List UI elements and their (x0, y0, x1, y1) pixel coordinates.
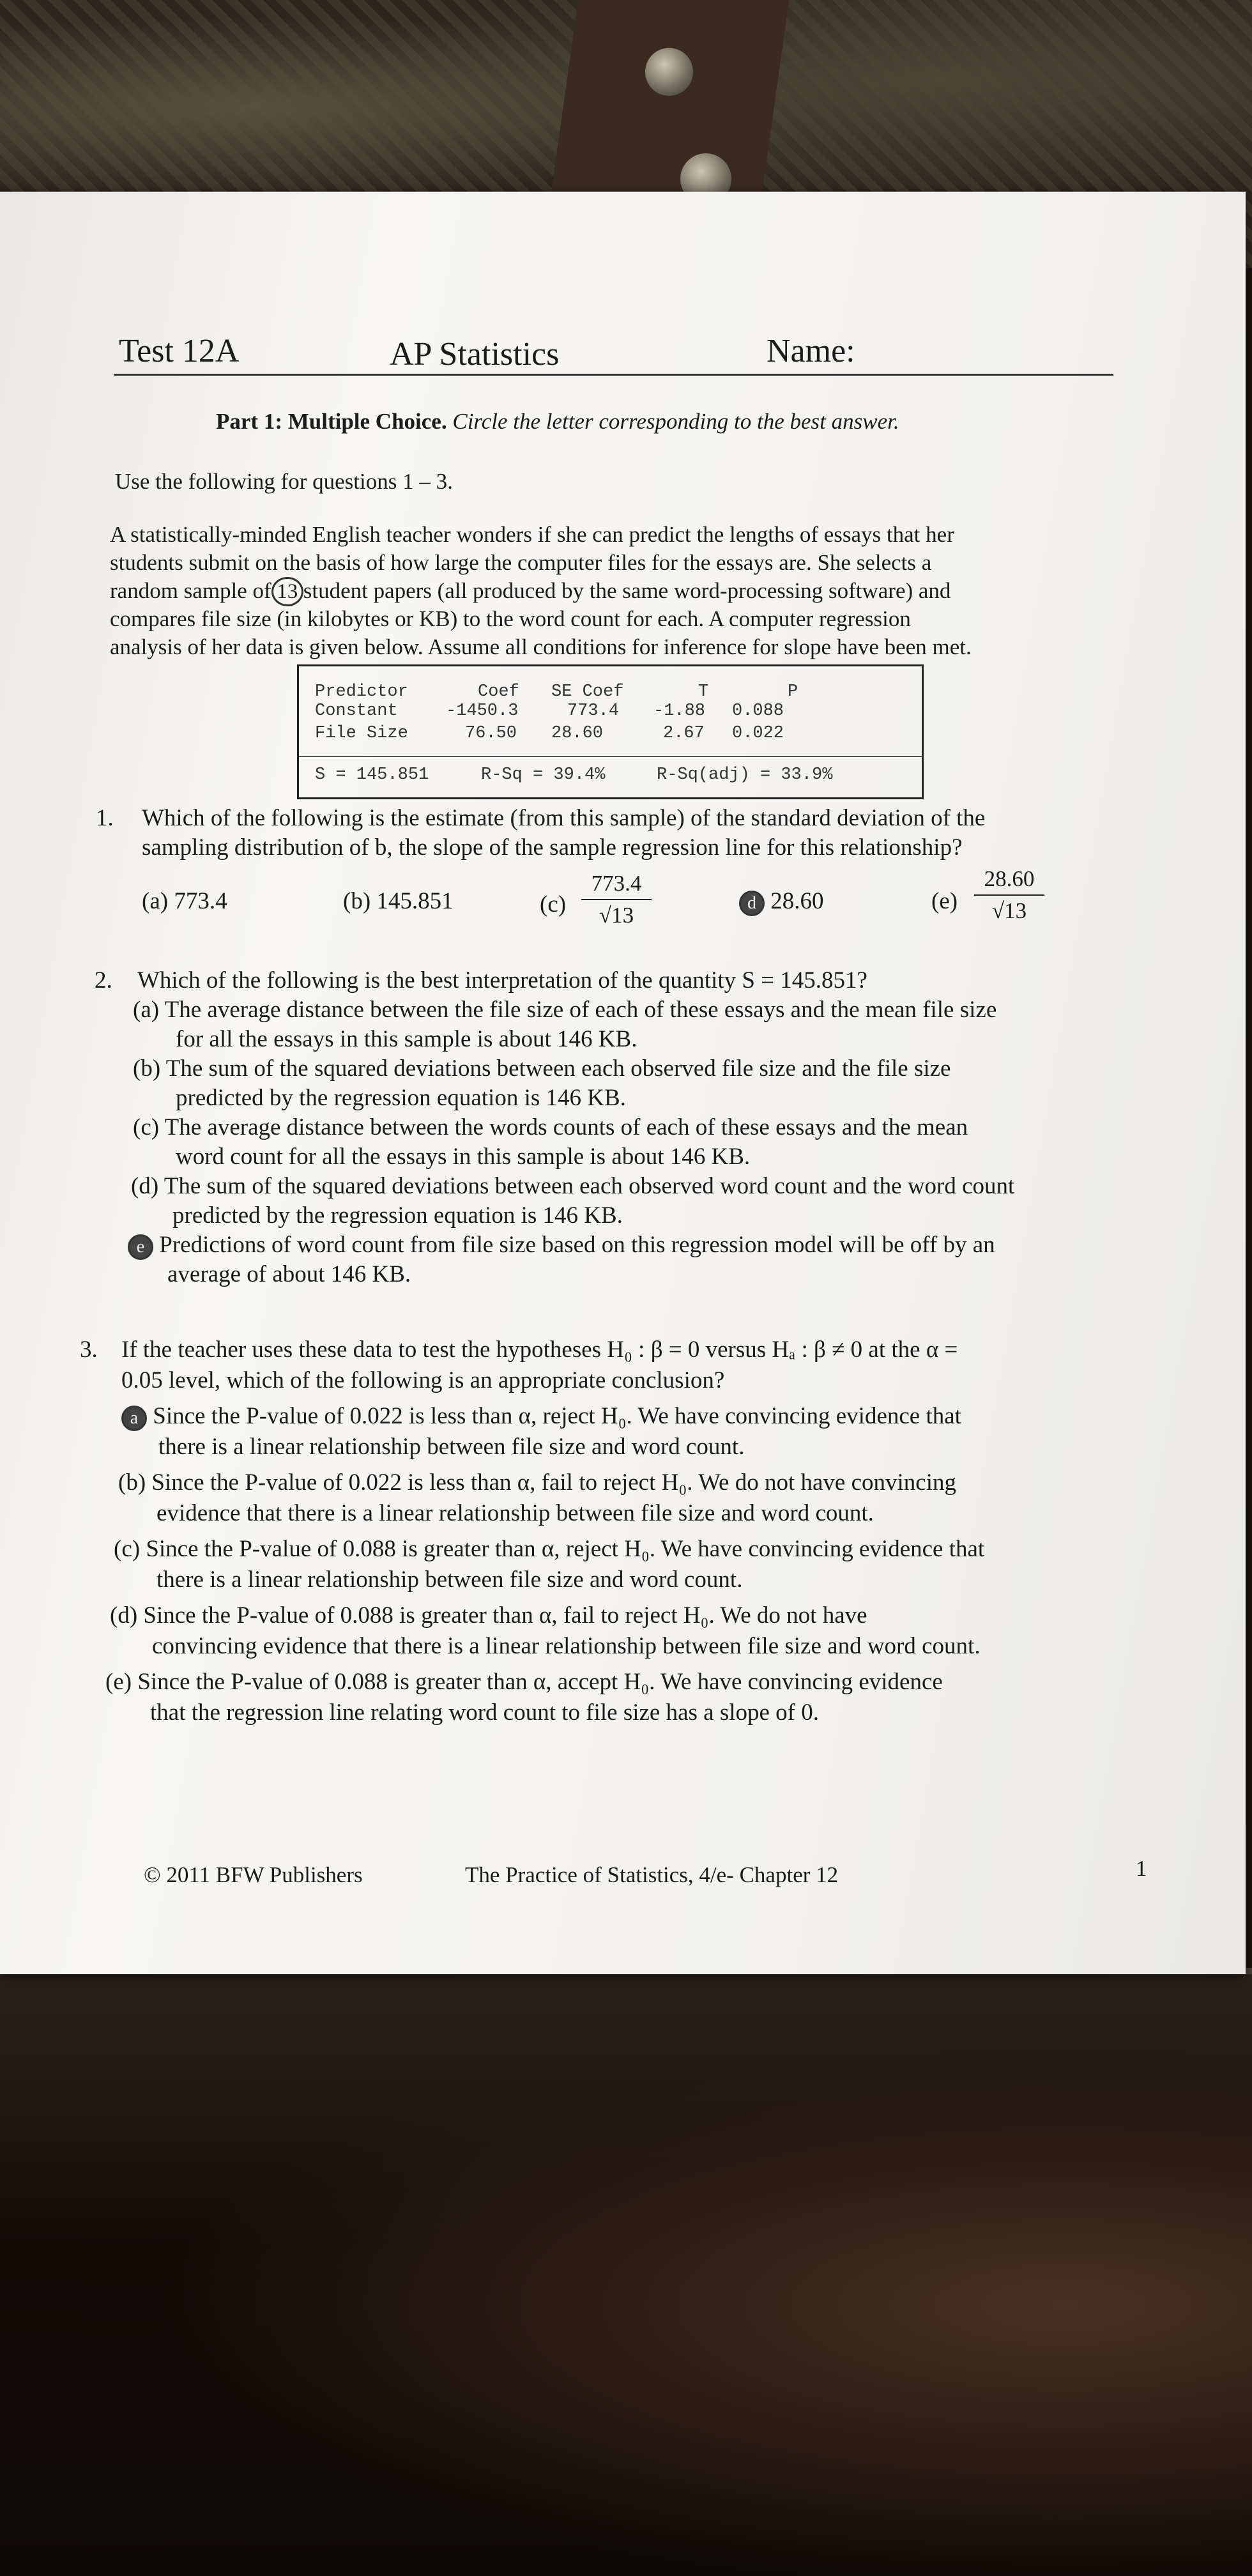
q3-stem-line-2: 0.05 level, which of the following is an appropriate conclusion? (121, 1367, 725, 1393)
q2-option-b-cont: predicted by the regression equation is 146 KB. (176, 1085, 626, 1111)
row-filesize-se: 28.60 (551, 724, 604, 743)
q2-e-circled-answer: e (128, 1234, 153, 1260)
q3-option-d[interactable]: (d) Since the P-value of 0.088 is greater than α, fail to reject H₀. We do not have (110, 1602, 867, 1629)
part-heading-instruction: Circle the letter corresponding to the best answer. (452, 409, 899, 434)
row-filesize-coef: 76.50 (465, 724, 517, 743)
q1-c-denominator: √13 (599, 903, 634, 928)
row-constant-coef: -1450.3 (446, 702, 519, 721)
passage-line-2: students submit on the basis of how large the computer files for the essays are. She selects a (110, 550, 932, 575)
q1-stem-line-1: Which of the following is the estimate (from this sample) of the standard deviation of the (142, 805, 986, 831)
q3-option-c-cont: there is a linear relationship between file size and word count. (156, 1567, 743, 1593)
q1-e-numerator: 28.60 (984, 866, 1035, 891)
passage-line-3: random sample of 13 student papers (all produced by the same word-processing software) and (110, 577, 950, 606)
name-label: Name: (767, 333, 855, 369)
q1-option-e-fraction (974, 866, 1044, 924)
q2-option-b[interactable]: (b) The sum of the squared deviations between each observed file size and the file size (133, 1055, 951, 1082)
row-constant-label: Constant (315, 702, 398, 721)
summary-rsq-adj: R-Sq(adj) = 33.9% (657, 765, 833, 785)
q2-option-d[interactable]: (d) The sum of the squared deviations between each observed word count and the word count (131, 1173, 1015, 1199)
col-header-coef: Coef (478, 682, 519, 702)
q3-option-b-cont: evidence that there is a linear relationship between file size and word count. (156, 1500, 874, 1526)
row-constant-t: -1.88 (653, 702, 706, 721)
regression-output (297, 664, 924, 799)
footer-page-number: 1 (1136, 1856, 1147, 1881)
q2-option-d-cont: predicted by the regression equation is 146 KB. (172, 1202, 623, 1229)
intro-text: Use the following for questions 1 – 3. (115, 469, 453, 494)
metal-stud (645, 48, 693, 96)
row-constant-p: 0.088 (732, 702, 784, 721)
q1-option-c-fraction (581, 871, 652, 928)
course-title: AP Statistics (390, 336, 560, 372)
q1-option-d[interactable]: d 28.60 (739, 887, 824, 916)
q1-number: 1. (96, 805, 114, 831)
q1-d-circled-answer: d (739, 891, 765, 916)
q1-c-numerator: 773.4 (591, 871, 642, 896)
test-title: Test 12A (119, 333, 240, 369)
col-header-se-coef: SE Coef (551, 682, 624, 702)
part-heading (216, 409, 899, 434)
q2-option-a-cont: for all the essays in this sample is about 146 KB. (176, 1026, 637, 1052)
q2-option-c[interactable]: (c) The average distance between the words counts of each of these essays and the mean (133, 1114, 968, 1140)
summary-s: S = 145.851 (315, 765, 429, 785)
q3-stem-line-1: If the teacher uses these data to test the hypotheses H₀ : β = 0 versus Hₐ : β ≠ 0 at the α = (121, 1337, 958, 1363)
q1-option-c-label[interactable]: (c) (540, 891, 567, 917)
q2-stem: Which of the following is the best interpretation of the quantity S = 145.851? (137, 967, 867, 993)
fraction-bar (581, 899, 652, 900)
q2-option-e[interactable]: e Predictions of word count from file size based on this regression model will be off by an (128, 1230, 995, 1260)
part-heading-bold: Part 1: Multiple Choice. (216, 409, 447, 434)
passage-line-5: analysis of her data is given below. Assume all conditions for inference for slope have been met. (110, 634, 972, 659)
fraction-bar (974, 894, 1044, 896)
header-rule (114, 374, 1113, 376)
q1-e-denominator: √13 (991, 898, 1027, 923)
q3-option-c[interactable]: (c) Since the P-value of 0.088 is greater than α, reject H₀. We have convincing evidence that (114, 1536, 985, 1562)
q3-option-e-cont: that the regression line relating word count to file size has a slope of 0. (150, 1699, 820, 1726)
q2-option-e-cont: average of about 146 KB. (167, 1261, 411, 1287)
q2-option-a[interactable]: (a) The average distance between the file size of each of these essays and the mean file size (133, 997, 997, 1023)
q1-option-a[interactable]: (a) 773.4 (142, 888, 227, 914)
q1-option-e-label[interactable]: (e) (931, 888, 958, 914)
footer-copyright: © 2011 BFW Publishers (144, 1862, 363, 1887)
row-constant-se: 773.4 (567, 702, 620, 721)
col-header-predictor: Predictor (315, 682, 408, 702)
footer-book: The Practice of Statistics, 4/e- Chapter 12 (465, 1862, 839, 1887)
row-filesize-p: 0.022 (732, 724, 784, 743)
q3-number: 3. (80, 1337, 98, 1363)
background-dark (0, 1974, 1252, 2576)
q2-option-c-cont: word count for all the essays in this sample is about 146 KB. (176, 1144, 751, 1170)
q1-stem-line-2: sampling distribution of b, the slope of the sample regression line for this relationship? (142, 834, 963, 861)
col-header-p: P (788, 682, 798, 702)
passage-line-1: A statistically-minded English teacher wonders if she can predict the lengths of essays that her (110, 522, 954, 547)
q3-option-b[interactable]: (b) Since the P-value of 0.022 is less than α, fail to reject H₀. We do not have convincing (118, 1469, 957, 1496)
circled-sample-size: 13 (271, 577, 303, 606)
row-filesize-t: 2.67 (663, 724, 705, 743)
q3-option-d-cont: convincing evidence that there is a linear relationship between file size and word count. (152, 1633, 981, 1659)
q3-a-circled-answer: a (121, 1406, 147, 1431)
row-filesize-label: File Size (315, 724, 408, 743)
output-divider (299, 756, 922, 757)
passage-line-4: compares file size (in kilobytes or KB) to the word count for each. A computer regression (110, 606, 911, 631)
col-header-t: T (698, 682, 709, 702)
q1-option-b[interactable]: (b) 145.851 (343, 888, 454, 914)
q3-option-e[interactable]: (e) Since the P-value of 0.088 is greater than α, accept H₀. We have convincing evidence (105, 1669, 943, 1695)
q3-option-a-cont: there is a linear relationship between file size and word count. (158, 1434, 745, 1460)
summary-rsq: R-Sq = 39.4% (481, 765, 606, 785)
q2-number: 2. (95, 967, 112, 993)
q3-option-a[interactable]: a Since the P-value of 0.022 is less than α, reject H₀. We have convincing evidence that (121, 1402, 961, 1431)
